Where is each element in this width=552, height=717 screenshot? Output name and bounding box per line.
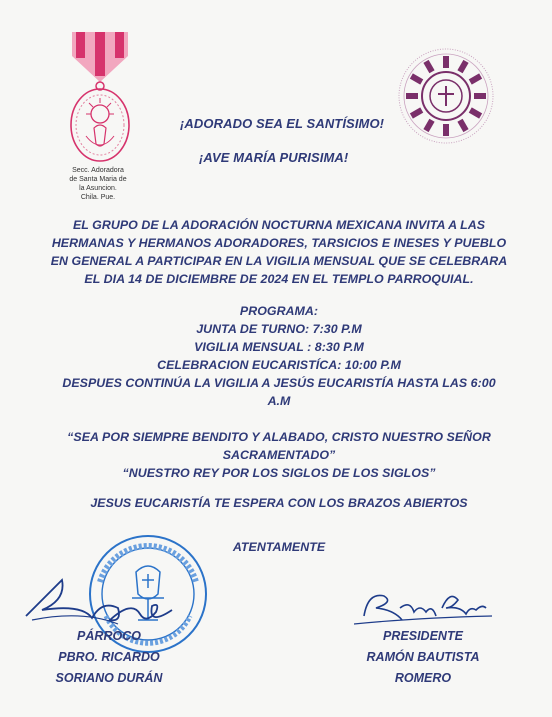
- signature-left: [22, 570, 192, 630]
- heading-ave-maria: ¡AVE MARÍA PURISIMA!: [199, 150, 349, 165]
- signature-right: [354, 586, 494, 630]
- signatory-name: RAMÓN BAUTISTA: [366, 650, 480, 664]
- quotes-section: [20, 428, 538, 482]
- medal-emblem: [66, 28, 134, 164]
- caption-line: Secc. Adoradora: [72, 167, 124, 174]
- closing-line: JESUS EUCARISTÍA TE ESPERA CON LOS BRAZOS ABIERTOS: [90, 496, 468, 510]
- heading-adorado: ¡ADORADO SEA EL SANTÍSIMO!: [180, 116, 385, 131]
- program-section: [20, 302, 538, 410]
- medal-oval: [71, 89, 129, 161]
- invitation-line: EL DIA 14 DE DICIEMBRE DE 2024 EN EL TEMPLO PARROQUIAL.: [84, 272, 474, 286]
- program-item: VIGILIA MENSUAL : 8:30 P.M: [194, 340, 364, 354]
- program-item: DESPUES CONTINÚA LA VIGILIA A JESÚS EUCARISTÍA HASTA LAS 6:00: [62, 376, 496, 390]
- program-item: JUNTA DE TURNO: 7:30 P.M: [196, 322, 362, 336]
- caption-line: Chila. Pue.: [80, 194, 116, 201]
- quote-line: “SEA POR SIEMPRE BENDITO Y ALABADO, CRISTO NUESTRO SEÑOR: [67, 430, 491, 444]
- signatory-role: PRESIDENTE: [383, 629, 463, 643]
- program-item: A.M: [267, 394, 291, 408]
- signatory-role: PÁRROCO: [77, 629, 141, 643]
- program-item: CELEBRACION EUCARISTÍCA: 10:00 P.M: [157, 358, 401, 372]
- signatory-right: [328, 626, 518, 689]
- seal-emblem: [396, 46, 496, 146]
- invitation-line: EN GENERAL A PARTICIPAR EN LA VIGILIA MENSUAL QUE SE CELEBRARA: [50, 254, 508, 268]
- signatory-name: SORIANO DURÁN: [55, 671, 163, 685]
- quote-line: SACRAMENTADO”: [222, 448, 336, 462]
- signatory-name: ROMERO: [394, 671, 452, 685]
- regards-line: ATENTAMENTE: [232, 540, 326, 554]
- signatory-left: [14, 626, 204, 689]
- invitation-line: EL GRUPO DE LA ADORACIÓN NOCTURNA MEXICANA INVITA A LAS: [72, 218, 486, 232]
- caption-line: la Asuncion.: [79, 185, 117, 192]
- invitation-paragraph: [20, 216, 538, 288]
- medal-ribbon: [72, 32, 128, 82]
- medal-caption: [48, 166, 148, 202]
- invitation-line: HERMANAS Y HERMANOS ADORADORES, TARSICIOS E INESES Y PUEBLO: [51, 236, 507, 250]
- program-title: PROGRAMA:: [239, 304, 319, 318]
- caption-line: de Santa Maria de: [69, 176, 127, 183]
- quote-line: “NUESTRO REY POR LOS SIGLOS DE LOS SIGLOS”: [122, 466, 436, 480]
- signatory-name: PBRO. RICARDO: [58, 650, 160, 664]
